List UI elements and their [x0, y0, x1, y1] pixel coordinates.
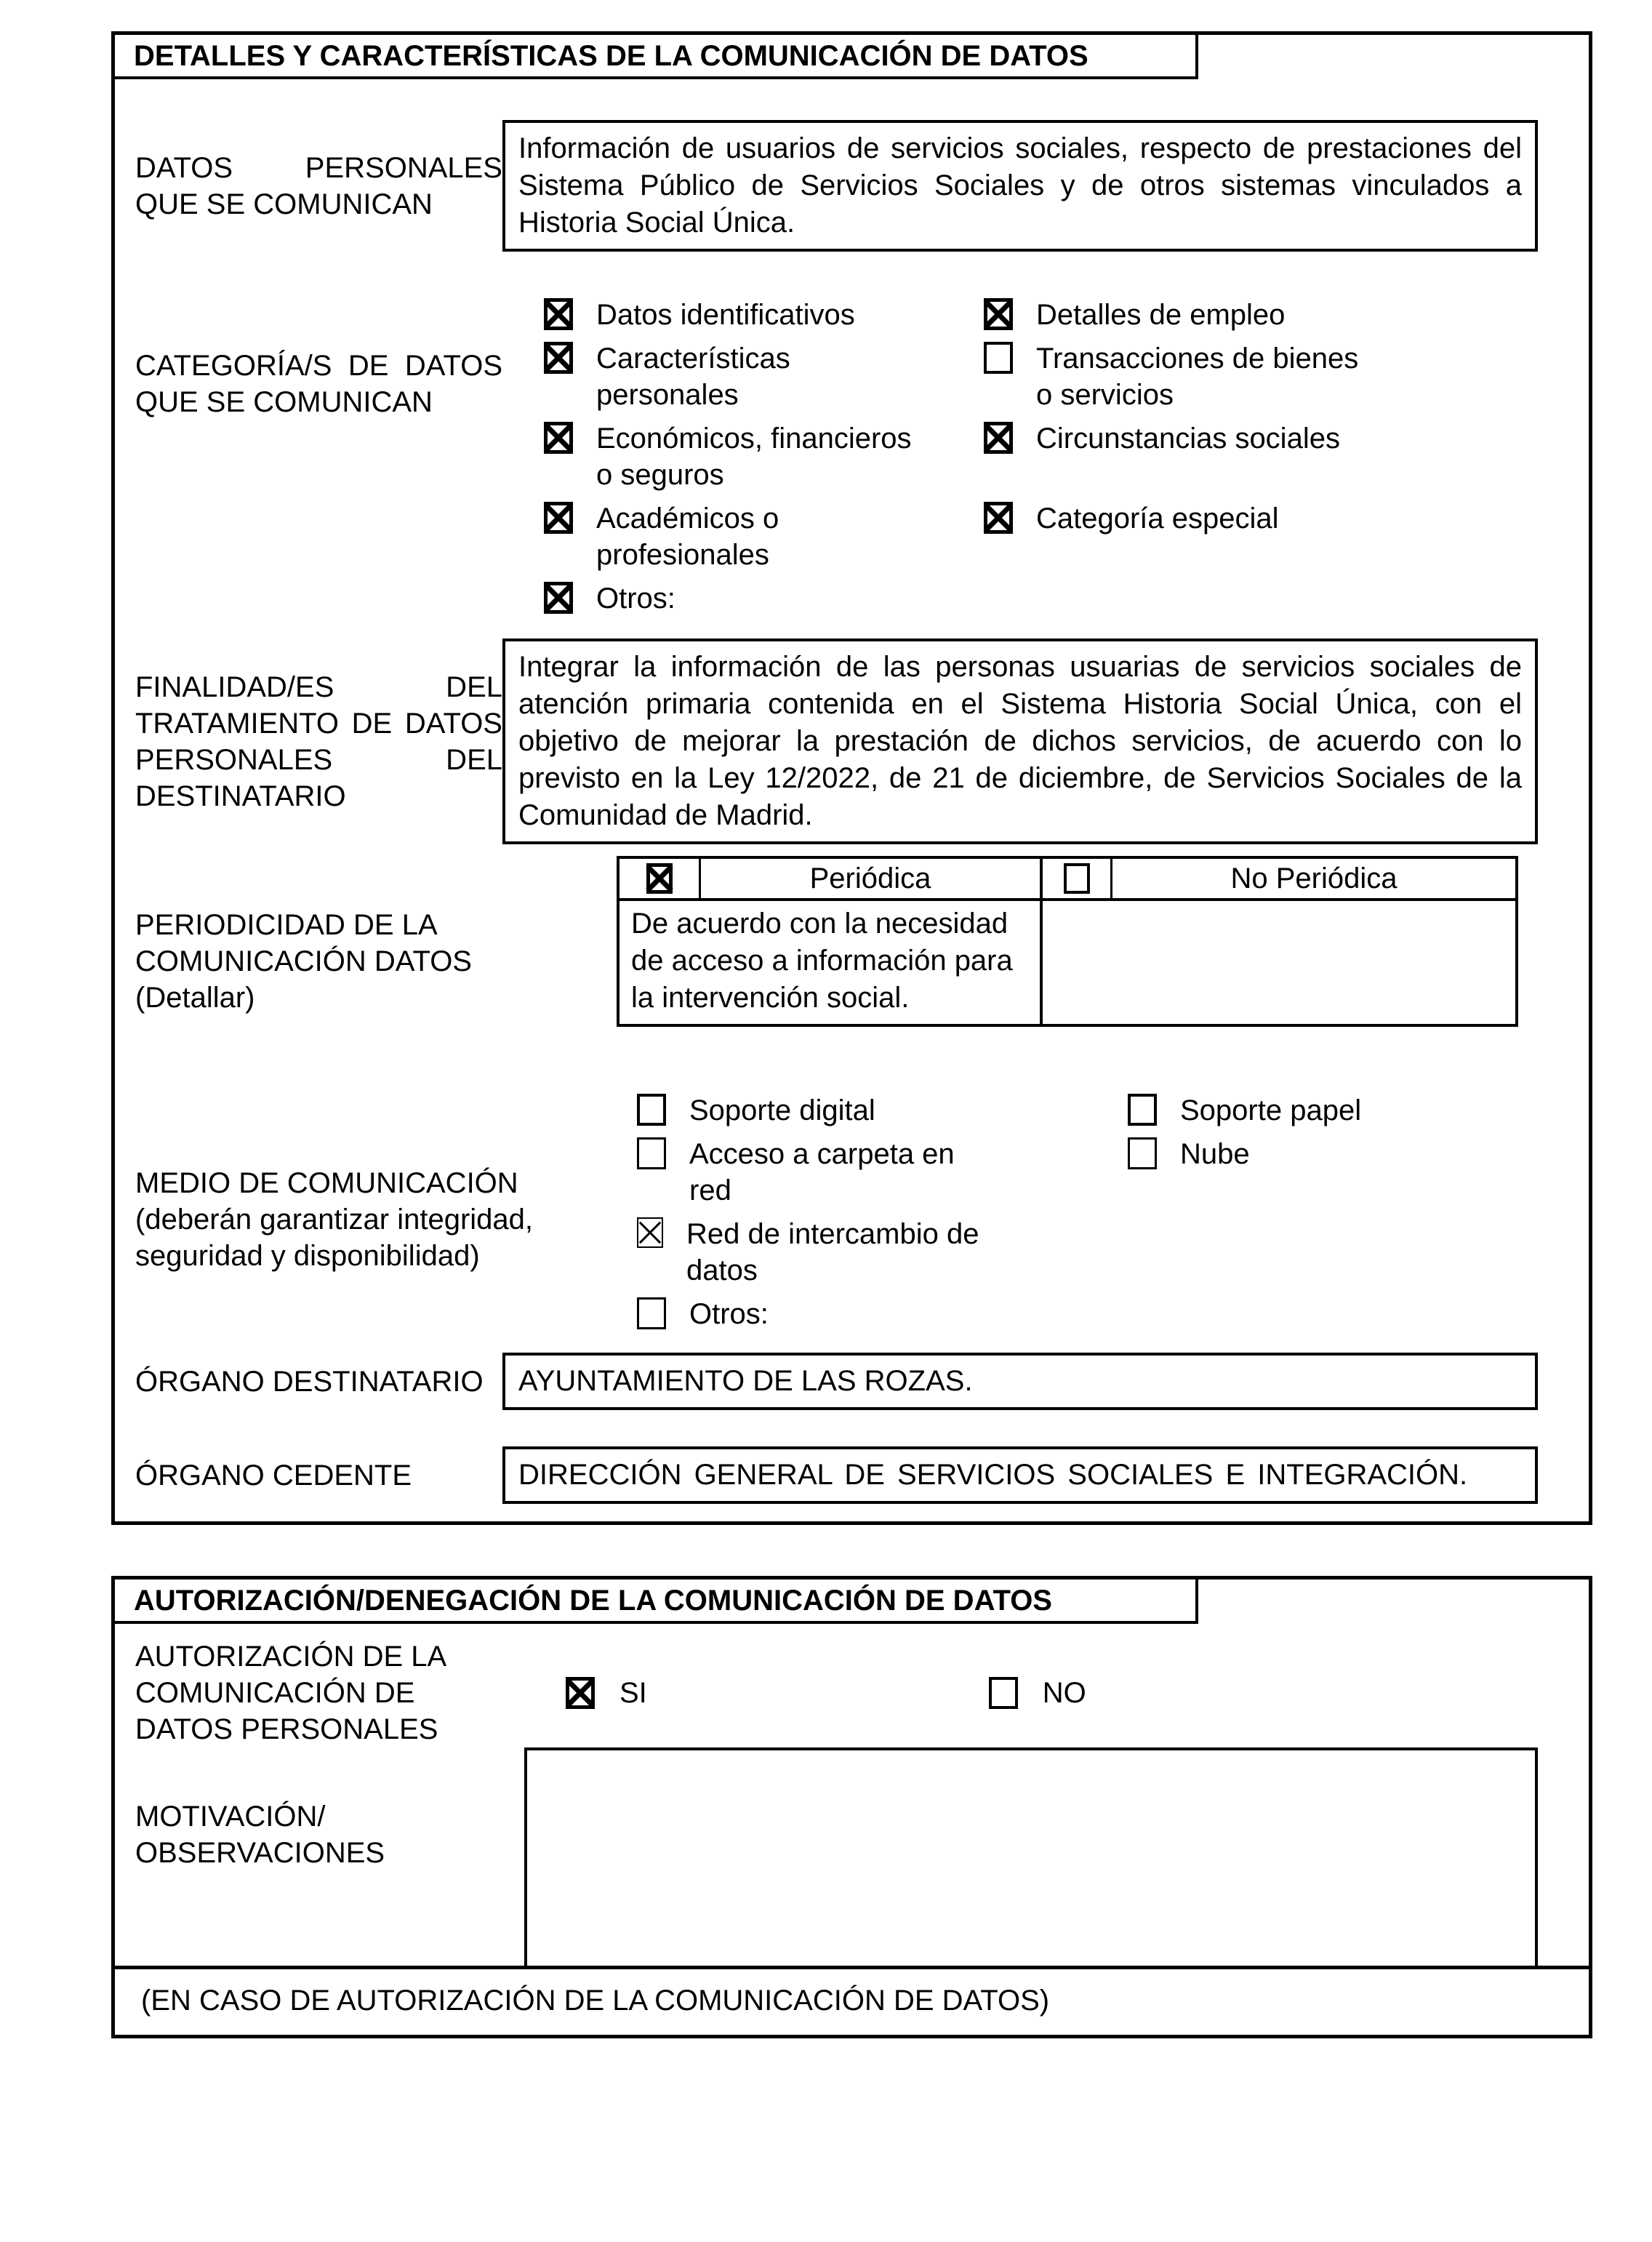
motivacion-value-box[interactable] [524, 1747, 1538, 1966]
categorias-options [544, 297, 1538, 617]
checkbox-label: Soporte digital [689, 1094, 875, 1126]
no-periodica-header: No Periódica [1112, 859, 1515, 901]
row-datos-personales [135, 120, 1538, 252]
checkbox-label: NO [1042, 1677, 1086, 1709]
datos-personales-value-box[interactable]: Información de usuarios de servicios sociales, respecto de prestaciones del Sistema Público de Servicios Sociales y de otros sistemas vinculados a Historia Social Única. [502, 120, 1538, 252]
checkbox-label: Académicos o profesionales [596, 503, 779, 571]
section-detalles [111, 31, 1592, 1525]
section-autorizacion-title: AUTORIZACIÓN/DENEGACIÓN DE LA COMUNICACIÓN DE DATOS [115, 1580, 1198, 1624]
option-row [544, 500, 1538, 573]
motivacion-label: MOTIVACIÓN/ OBSERVACIONES [135, 1801, 385, 1869]
medio-options [637, 1092, 1538, 1332]
option-row [637, 1136, 1538, 1209]
medio-label-note: (deberán garantizar integridad, seguridad y disponibilidad) [135, 1204, 534, 1272]
checkbox-no-periodica[interactable] [1064, 863, 1090, 894]
checkbox-no[interactable] [989, 1677, 1018, 1709]
categorias-label: CATEGORÍA/S DE DATOS QUE SE COMUNICAN [135, 350, 502, 418]
checkbox-acceso-carpeta[interactable] [637, 1137, 666, 1169]
option-detalles-empleo [984, 297, 1538, 333]
autorizacion-label: AUTORIZACIÓN DE LA COMUNICACIÓN DE DATOS PERSONALES [135, 1641, 446, 1745]
checkbox-label: Datos identificativos [596, 299, 855, 331]
option-datos-identificativos [544, 297, 984, 333]
option-otros-medio [637, 1296, 1128, 1332]
checkbox-label: Económicos, financieros o seguros [596, 423, 912, 491]
option-soporte-papel [1128, 1092, 1538, 1129]
finalidad-value-box[interactable]: Integrar la información de las personas usuarias de servicios sociales de atención primaria contenida en el Sistema Historia Social Única, con el objetivo de mejorar la prestación de dichos servicios, de acuerdo con lo previsto en la Ley 12/2022, de 21 de diciembre, de Servicios Sociales de la Comunidad de Madrid. [502, 638, 1538, 844]
option-row [637, 1216, 1538, 1289]
checkbox-label: Categoría especial [1036, 503, 1279, 535]
checkbox-otros-categorias[interactable] [544, 582, 573, 614]
checkbox-label: Circunstancias sociales [1036, 423, 1340, 455]
option-transacciones [984, 340, 1538, 413]
option-row [544, 420, 1538, 493]
periodicidad-table [617, 856, 1518, 1027]
checkbox-circunstancias-sociales[interactable] [984, 422, 1013, 454]
checkbox-label: Transacciones de bienes o servicios [1036, 343, 1359, 411]
checkbox-transacciones[interactable] [984, 342, 1013, 374]
option-nube [1128, 1136, 1538, 1209]
organo-destinatario-label: ÓRGANO DESTINATARIO [135, 1365, 484, 1398]
option-acceso-carpeta [637, 1136, 1128, 1209]
checkbox-si[interactable] [566, 1677, 595, 1709]
checkbox-label: Otros: [689, 1298, 769, 1330]
finalidad-label: FINALIDAD/ES DEL TRATAMIENTO DE DATOS PERSONALES DEL DESTINATARIO [135, 670, 502, 812]
row-motivacion [135, 1747, 1538, 1966]
organo-cedente-value-box[interactable]: DIRECCIÓN GENERAL DE SERVICIOS SOCIALES E INTEGRACIÓN. [502, 1446, 1538, 1504]
row-autorizacion [135, 1638, 1538, 1747]
periodicidad-label-note: (Detallar) [135, 982, 255, 1014]
checkbox-label: Red de intercambio de datos [686, 1218, 979, 1286]
checkbox-label: Nube [1180, 1138, 1250, 1170]
checkbox-label: SI [620, 1677, 647, 1709]
checkbox-label: Detalles de empleo [1036, 299, 1286, 331]
organo-destinatario-value-box[interactable]: AYUNTAMIENTO DE LAS ROZAS. [502, 1353, 1538, 1410]
row-organo-cedente [135, 1446, 1538, 1504]
option-no [989, 1675, 1086, 1711]
option-row [637, 1092, 1538, 1129]
autorizacion-footer-note: (EN CASO DE AUTORIZACIÓN DE LA COMUNICACIÓN DE DATOS) [115, 1966, 1589, 2035]
checkbox-label: Características personales [596, 343, 790, 411]
option-soporte-digital [637, 1092, 1128, 1129]
row-periodicidad [135, 856, 1538, 1027]
option-categoria-especial [984, 500, 1538, 573]
option-circunstancias-sociales [984, 420, 1538, 493]
option-economicos [544, 420, 984, 493]
row-categorias [135, 297, 1538, 624]
checkbox-periodica[interactable] [646, 863, 673, 894]
section-autorizacion [111, 1576, 1592, 2038]
checkbox-red-intercambio[interactable] [637, 1217, 663, 1248]
periodica-header: Periódica [701, 859, 1043, 901]
row-organo-destinatario [135, 1353, 1538, 1410]
datos-personales-label: DATOS PERSONALES QUE SE COMUNICAN [135, 151, 502, 220]
option-row [637, 1296, 1538, 1332]
no-periodica-detail-cell[interactable] [1043, 901, 1515, 1024]
periodica-detail-cell[interactable]: De acuerdo con la necesidad de acceso a información para la intervención social. [620, 901, 1043, 1024]
autorizacion-options [566, 1675, 1538, 1711]
option-row [544, 340, 1538, 413]
checkbox-label: Soporte papel [1180, 1094, 1362, 1126]
section-autorizacion-body [115, 1624, 1589, 1966]
no-periodica-checkbox-cell [1043, 859, 1112, 901]
medio-label-text: MEDIO DE COMUNICACIÓN [135, 1167, 518, 1199]
periodicidad-label-text: PERIODICIDAD DE LA COMUNICACIÓN DATOS [135, 909, 472, 977]
checkbox-datos-identificativos[interactable] [544, 298, 573, 330]
checkbox-soporte-digital[interactable] [637, 1094, 666, 1126]
page-bottom-margin [0, 2038, 1652, 2242]
checkbox-detalles-empleo[interactable] [984, 298, 1013, 330]
checkbox-economicos[interactable] [544, 422, 573, 454]
option-otros-categorias [544, 580, 984, 617]
checkbox-label: Acceso a carpeta en red [689, 1138, 955, 1206]
option-si [566, 1675, 647, 1711]
checkbox-categoria-especial[interactable] [984, 502, 1013, 534]
option-academicos [544, 500, 984, 573]
section-detalles-title: DETALLES Y CARACTERÍSTICAS DE LA COMUNICACIÓN DE DATOS [115, 35, 1198, 79]
checkbox-label: Otros: [596, 582, 675, 614]
checkbox-caracteristicas-personales[interactable] [544, 342, 573, 374]
option-row [544, 297, 1538, 333]
checkbox-soporte-papel[interactable] [1128, 1094, 1157, 1126]
option-caracteristicas-personales [544, 340, 984, 413]
option-row [544, 580, 1538, 617]
checkbox-academicos[interactable] [544, 502, 573, 534]
row-finalidad [135, 638, 1538, 844]
organo-cedente-label: ÓRGANO CEDENTE [135, 1459, 412, 1492]
medio-label [135, 1092, 601, 1274]
checkbox-nube[interactable] [1128, 1137, 1157, 1169]
periodicidad-label [135, 856, 502, 1016]
checkbox-otros-medio[interactable] [637, 1297, 666, 1329]
row-medio [135, 1092, 1538, 1340]
section-detalles-body [115, 79, 1589, 1521]
option-red-intercambio [637, 1216, 1128, 1289]
periodica-checkbox-cell [620, 859, 701, 901]
